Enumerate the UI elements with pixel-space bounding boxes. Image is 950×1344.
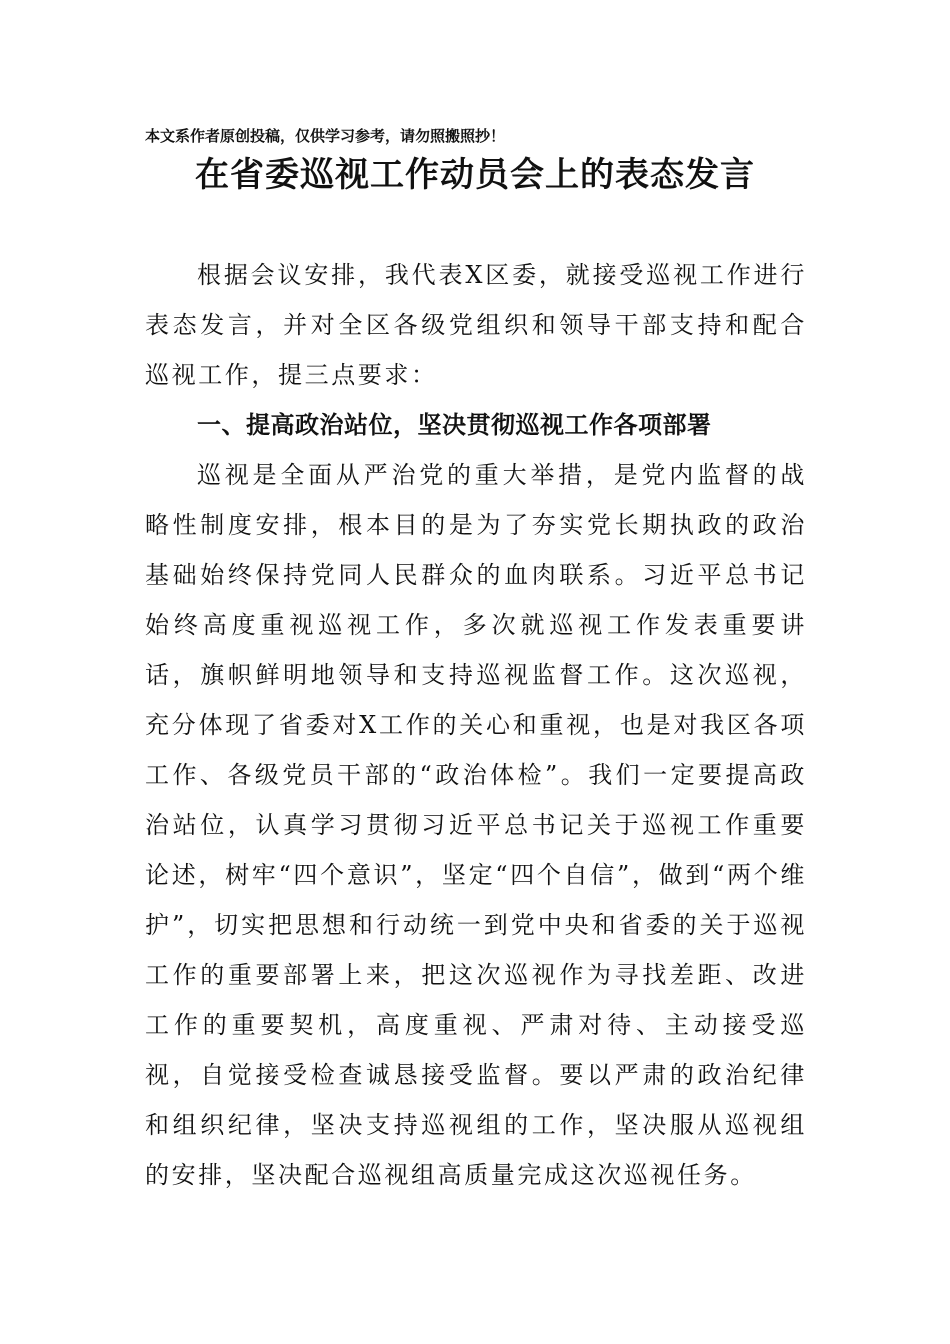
copyright-notice: 本文系作者原创投稿，仅供学习参考，请勿照搬照抄！ bbox=[145, 127, 506, 145]
intro-paragraph: 根据会议安排，我代表X区委，就接受巡视工作进行表态发言，并对全区各级党组织和领导干部支持和配合巡视工作，提三点要求： bbox=[145, 261, 807, 389]
section-heading-1: 一、提高政治站位，坚决贯彻巡视工作各项部署 bbox=[197, 411, 712, 439]
document-title: 在省委巡视工作动员会上的表态发言 bbox=[195, 155, 755, 195]
section-1-paragraph: 巡视是全面从严治党的重大举措，是党内监督的战略性制度安排，根本目的是为了夯实党长期执政的政治基础始终保持党同人民群众的血肉联系。习近平总书记始终高度重视巡视工作，多次就巡视工作发表重要讲话，旗帜鲜明地领导和支持巡视监督工作。这次巡视，充分体现了省委对X工作的关心和重视，也是对我区各项工作、各级党员干部的“政治体检”。我们一定要提高政治站位，认真学习贯彻习近平总书记关于巡视工作重要论述，树牢“四个意识”，坚定“四个自信”，做到“两个维护”，切实把思想和行动统一到党中央和省委的关于巡视工作的重要部署上来，把这次巡视作为寻找差距、改进工作的重要契机，高度重视、严肃对待、主动接受巡视，自觉接受检查诚恳接受监督。要以严肃的政治纪律和组织纪律，坚决支持巡视组的工作，坚决服从巡视组的安排，坚决配合巡视组高质量完成这次巡视任务。 bbox=[145, 461, 807, 1189]
